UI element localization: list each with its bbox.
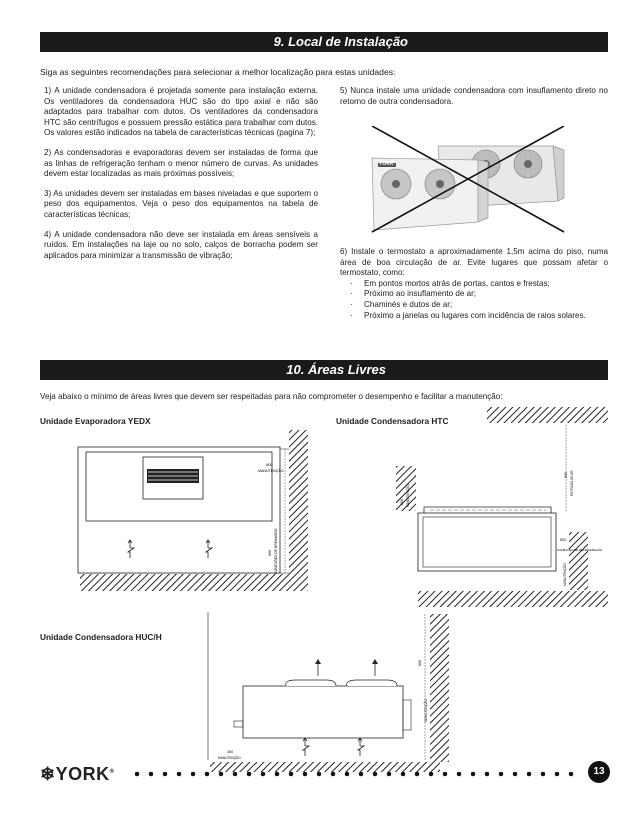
huc-diagram	[208, 612, 449, 772]
huc-label-bottom: MANUTENÇÃO	[218, 756, 241, 760]
snowflake-icon: ❄	[40, 764, 56, 784]
page-number: 13	[588, 761, 610, 783]
section9-intro: Siga as seguintes recomendações para selecionar a melhor localização para estas unidades:	[40, 67, 396, 77]
diagram-yedx-title: Unidade Evaporadora YEDX	[40, 416, 151, 426]
section9-title: 9. Local de Instalação	[273, 34, 408, 49]
item6: 6) Instale o termostato a aproximadamente 1,5m acima do piso, numa área de boa circulação de ar. Evite lugares que possam afetar o termostato, como: · Em pontos mortos atrás de portas, cantos e frestas; · Próximo ao insuflamento de ar; · Chaminés e dutos de ar; · Próximo a janelas ou lugares com incidência de raios solares.	[340, 247, 608, 321]
section10-title: 10. Áreas Livres	[286, 362, 386, 377]
list-item: · Próximo ao insuflamento de ar;	[350, 289, 608, 300]
footer-dot-rule	[130, 770, 580, 778]
huc-dim-bottom: 300	[227, 750, 233, 754]
htc-dim-left: 600	[400, 499, 404, 505]
list-item: 1) A unidade condensadora é projetada somente para instalação externa. Os ventiladores da condensadora HUC são do tipo axial e não são adaptados para trabalhar com dutos. Os ventiladores da condensadora HTC são centrífugos e possuem pressão estática para trabalhar com dutos. Os valores estão indicados na tabela de características técnicas (pagina 7);	[44, 86, 318, 138]
huc-label-right: MANUTENÇÃO	[424, 699, 428, 722]
list-item: · Chaminés e dutos de ar;	[350, 300, 608, 311]
yedx-dim-top: 600	[266, 462, 273, 467]
diagram-htc-title: Unidade Condensadora HTC	[336, 416, 449, 426]
htc-diagram	[396, 407, 608, 607]
yedx-label-side: CONEXÕES DE DRENAGEM	[274, 528, 278, 574]
item5: 5) Nunca instale uma unidade condensadora com insuflamento direto no retorno de outra condensadora.	[340, 86, 609, 106]
htc-label-left: MANUTENÇÃO	[406, 484, 410, 507]
york-logo: ❄YORK®	[40, 764, 115, 784]
list-item: · Em pontos mortos atrás de portas, cantos e frestas;	[350, 279, 608, 290]
huc-dim-right: 600	[418, 660, 422, 666]
yedx-label-top: MANUTENÇÃO	[258, 469, 284, 473]
diagram-huc-title: Unidade Condensadora HUC/H	[40, 632, 162, 642]
htc-label-bottom: MANUTENÇÃO	[563, 563, 567, 586]
list-item: 3) As unidades devem ser instaladas em bases niveladas e que suportem o peso dos equipamentos. Veja o peso dos equipamentos na tabela de características técnicas;	[44, 188, 318, 219]
list-item: 2) As condensadoras e evaporadoras devem ser instaladas de forma que as linhas de refrigeração tenham o menor número de curvas. As unidades devem estar localizadas as mais próximas possíveis;	[44, 147, 318, 179]
list-item: 4) A unidade condensadora não deve ser instalada em áreas sensíveis a ruídos. Em instalações na laje ou no solo, calços de borracha podem ser aplicados para minimizar a transmissão de vibração;	[44, 229, 318, 260]
list-item: · Próximo a janelas ou lugares com incidência de raios solares.	[350, 311, 608, 322]
section10-intro: Veja abaixo o mínimo de áreas livres que devem ser respeitadas para não comprometer o desempenho e facilitar a manutenção:	[40, 392, 503, 401]
yedx-dim-side: 600	[268, 550, 272, 556]
htc-label-right: CONEXÕES DE REFRIGERAÇÃO	[557, 548, 603, 552]
illustration-brand: YORK	[379, 161, 394, 167]
htc-dim-top: 600	[564, 472, 568, 478]
htc-label-top: ENTRADA DE AR	[570, 470, 574, 496]
htc-dim-right: 500	[560, 538, 567, 542]
